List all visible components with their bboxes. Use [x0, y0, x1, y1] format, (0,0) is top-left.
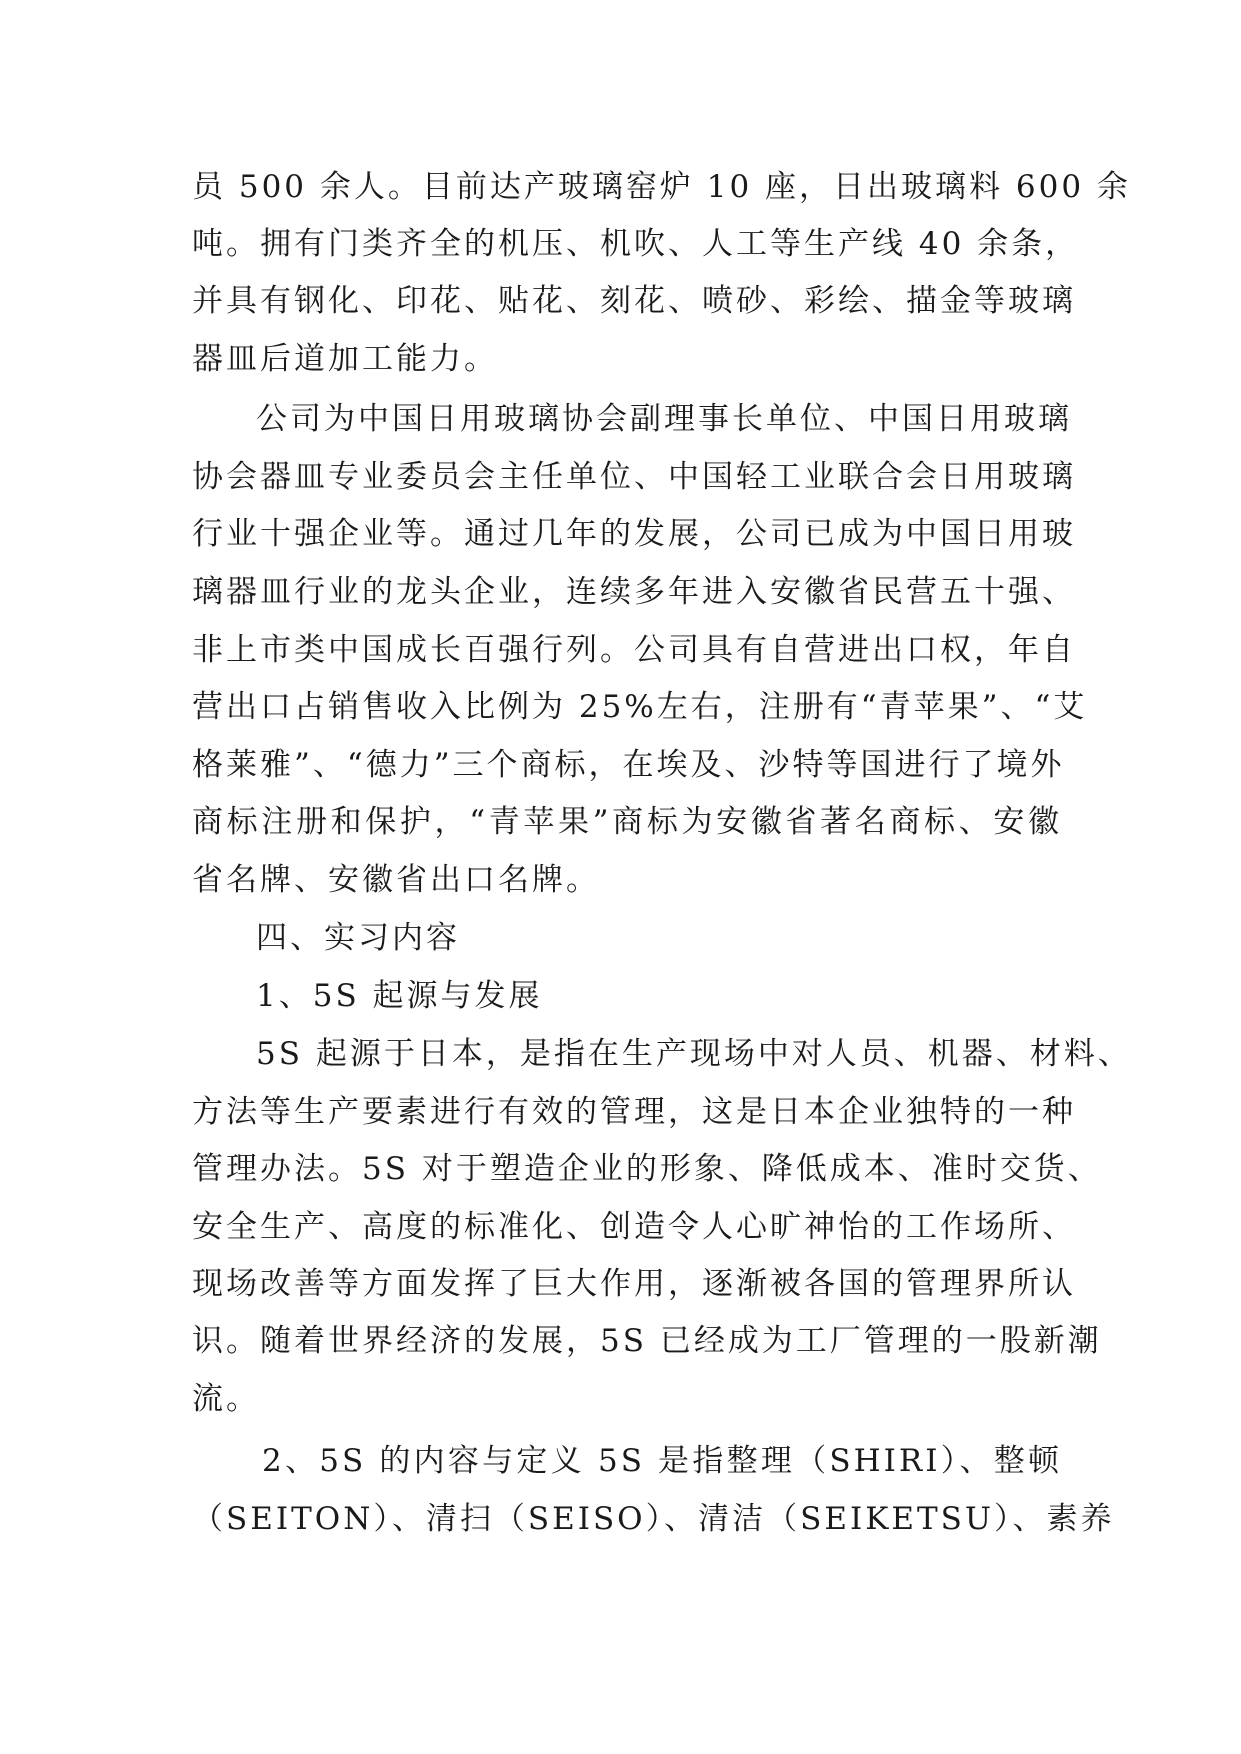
- paragraph-line: 现场改善等方面发挥了巨大作用，逐渐被各国的管理界所认: [192, 1266, 1076, 1302]
- paragraph-line: 格莱雅”、“德力”三个商标，在埃及、沙特等国进行了境外: [192, 747, 1065, 783]
- paragraph-line: 流。: [192, 1381, 260, 1417]
- paragraph-line: 安全生产、高度的标准化、创造令人心旷神怡的工作场所、: [192, 1209, 1076, 1245]
- paragraph-line: 并具有钢化、印花、贴花、刻花、喷砂、彩绘、描金等玻璃: [192, 283, 1076, 319]
- paragraph-line: 吨。拥有门类齐全的机压、机吹、人工等生产线 40 余条，: [192, 226, 1080, 262]
- paragraph-line: 器皿后道加工能力。: [192, 341, 498, 377]
- paragraph-line: 省名牌、安徽省出口名牌。: [192, 862, 600, 898]
- paragraph-line: 公司为中国日用玻璃协会副理事长单位、中国日用玻璃: [256, 401, 1072, 437]
- paragraph-line: 管理办法。5S 对于塑造企业的形象、降低成本、准时交货、: [192, 1151, 1102, 1187]
- paragraph-line: 员 500 余人。目前达产玻璃窑炉 10 座，日出玻璃料 600 余: [192, 169, 1131, 205]
- paragraph-line: 行业十强企业等。通过几年的发展，公司已成为中国日用玻: [192, 516, 1076, 552]
- subsection-heading: 1、5S 起源与发展: [256, 978, 543, 1014]
- paragraph-line: 营出口占销售收入比例为 25%左右，注册有“青苹果”、“艾: [192, 689, 1088, 725]
- paragraph-line: 非上市类中国成长百强行列。公司具有自营进出口权，年自: [192, 632, 1076, 668]
- paragraph-line: 璃器皿行业的龙头企业，连续多年进入安徽省民营五十强、: [192, 574, 1076, 610]
- paragraph-line: 方法等生产要素进行有效的管理，这是日本企业独特的一种: [192, 1094, 1076, 1130]
- paragraph-line: 协会器皿专业委员会主任单位、中国轻工业联合会日用玻璃: [192, 459, 1076, 495]
- paragraph-line: 5S 起源于日本，是指在生产现场中对人员、机器、材料、: [256, 1036, 1132, 1072]
- section-heading: 四、实习内容: [256, 920, 460, 956]
- paragraph-line: 识。随着世界经济的发展，5S 已经成为工厂管理的一股新潮: [192, 1323, 1102, 1359]
- paragraph-line: 2、5S 的内容与定义 5S 是指整理（SHIRI）、整顿: [262, 1443, 1062, 1479]
- paragraph-line: 商标注册和保护，“青苹果”商标为安徽省著名商标、安徽: [192, 804, 1062, 840]
- paragraph-line: （SEITON）、清扫（SEISO）、清洁（SEIKETSU）、素养: [192, 1501, 1115, 1537]
